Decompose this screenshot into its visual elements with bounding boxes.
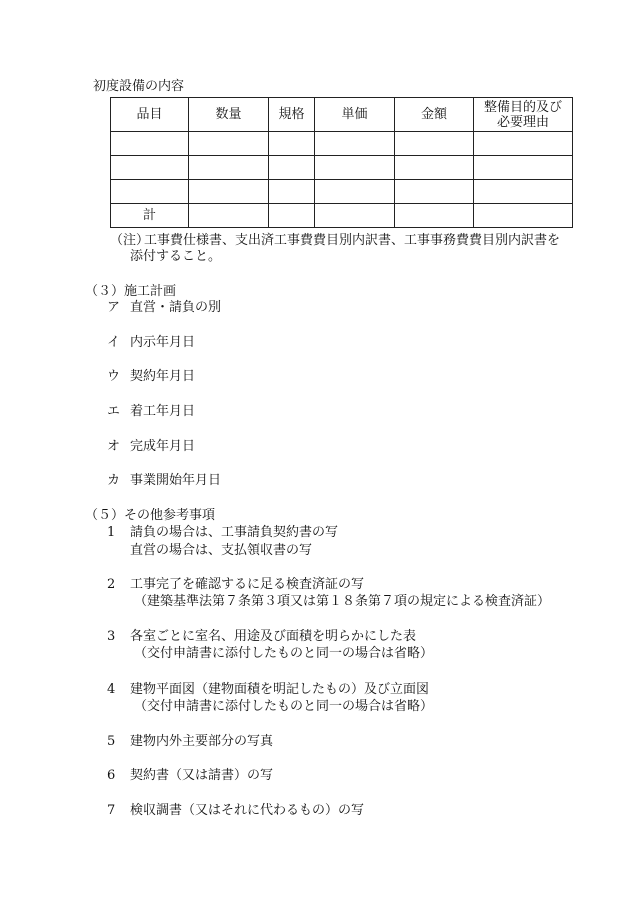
table-cell [189,132,269,156]
table-row [111,180,573,204]
ref-num-5: 5 [107,734,116,749]
plan-mark-ka: カ [107,473,121,488]
table-cell [395,132,474,156]
ref-item-4-sub: （交付申請書に添付したものと同一の場合は省略） [134,699,434,714]
table-header-row [111,98,573,132]
ref-item-1: 請負の場合は、工事請負契約書の写 [130,525,339,540]
header-unit-price: 単価 [315,98,395,132]
ref-item-5: 建物内外主要部分の写真 [130,734,274,749]
table-cell [474,204,573,228]
plan-mark-o: オ [107,439,121,454]
table-cell [315,204,395,228]
ref-title: （５）その他参考事項 [85,508,216,523]
table-cell [189,204,269,228]
header-amount: 金額 [395,98,474,132]
table-row [111,156,573,180]
table-cell [474,132,573,156]
ref-num-1: 1 [107,525,116,540]
table-cell [269,180,315,204]
header-purpose [474,98,573,132]
ref-item-6: 契約書（又は請書）の写 [130,768,274,783]
table-cell [395,180,474,204]
ref-num-7: 7 [107,803,116,818]
equipment-table [110,97,573,228]
ref-item-4: 建物平面図（建物面積を明記したもの）及び立面図 [130,682,430,697]
table-row [111,132,573,156]
table-cell [474,180,573,204]
note-prefix: （注） [110,233,150,248]
note-line2: 添付すること。 [130,249,222,264]
plan-item-completion-date: 完成年月日 [130,439,196,454]
table-cell [269,204,315,228]
note-line1: 工事費仕様書、支出済工事費費目別内訳書、工事事務費費目別内訳書を [144,233,561,248]
table-cell [315,156,395,180]
plan-item-start-date: 着工年月日 [130,404,196,419]
table-cell [269,132,315,156]
ref-item-1-sub: 直営の場合は、支払領収書の写 [130,543,313,558]
table-cell [395,156,474,180]
header-quantity: 数量 [189,98,269,132]
header-purpose-line1: 整備目的及び [483,99,562,115]
header-item: 品目 [111,98,189,132]
table-cell [474,156,573,180]
table-cell [269,156,315,180]
ref-num-6: 6 [107,768,116,783]
total-label: 計 [111,204,189,228]
table-cell [111,132,189,156]
header-spec: 規格 [269,98,315,132]
table-cell [111,156,189,180]
plan-item-notice-date: 内示年月日 [130,335,196,350]
table-total-row [111,204,573,228]
plan-mark-a: ア [107,300,121,315]
table-cell [189,180,269,204]
table-cell [315,180,395,204]
plan-mark-i: イ [107,335,121,350]
ref-item-2: 工事完了を確認するに足る検査済証の写 [130,577,365,592]
ref-num-2: 2 [107,577,116,592]
ref-item-7: 検収調書（又はそれに代わるもの）の写 [130,803,365,818]
plan-mark-u: ウ [107,369,121,384]
ref-item-2-sub: （建築基準法第７条第３項又は第１８条第７項の規定による検査済証） [134,594,551,609]
section-title: 初度設備の内容 [93,79,185,94]
ref-num-4: 4 [107,682,116,697]
table-cell [395,204,474,228]
plan-item-direct-or-contract: 直営・請負の別 [130,300,222,315]
header-purpose-line2: 必要理由 [496,114,549,130]
table-cell [189,156,269,180]
plan-item-contract-date: 契約年月日 [130,369,196,384]
ref-item-3-sub: （交付申請書に添付したものと同一の場合は省略） [134,646,434,661]
table-cell [315,132,395,156]
ref-item-3: 各室ごとに室名、用途及び面積を明らかにした表 [130,629,417,644]
table-cell [111,180,189,204]
plan-title: （３）施工計画 [85,284,177,299]
ref-num-3: 3 [107,629,116,644]
plan-mark-e: エ [107,404,121,419]
plan-item-business-start-date: 事業開始年月日 [130,473,222,488]
